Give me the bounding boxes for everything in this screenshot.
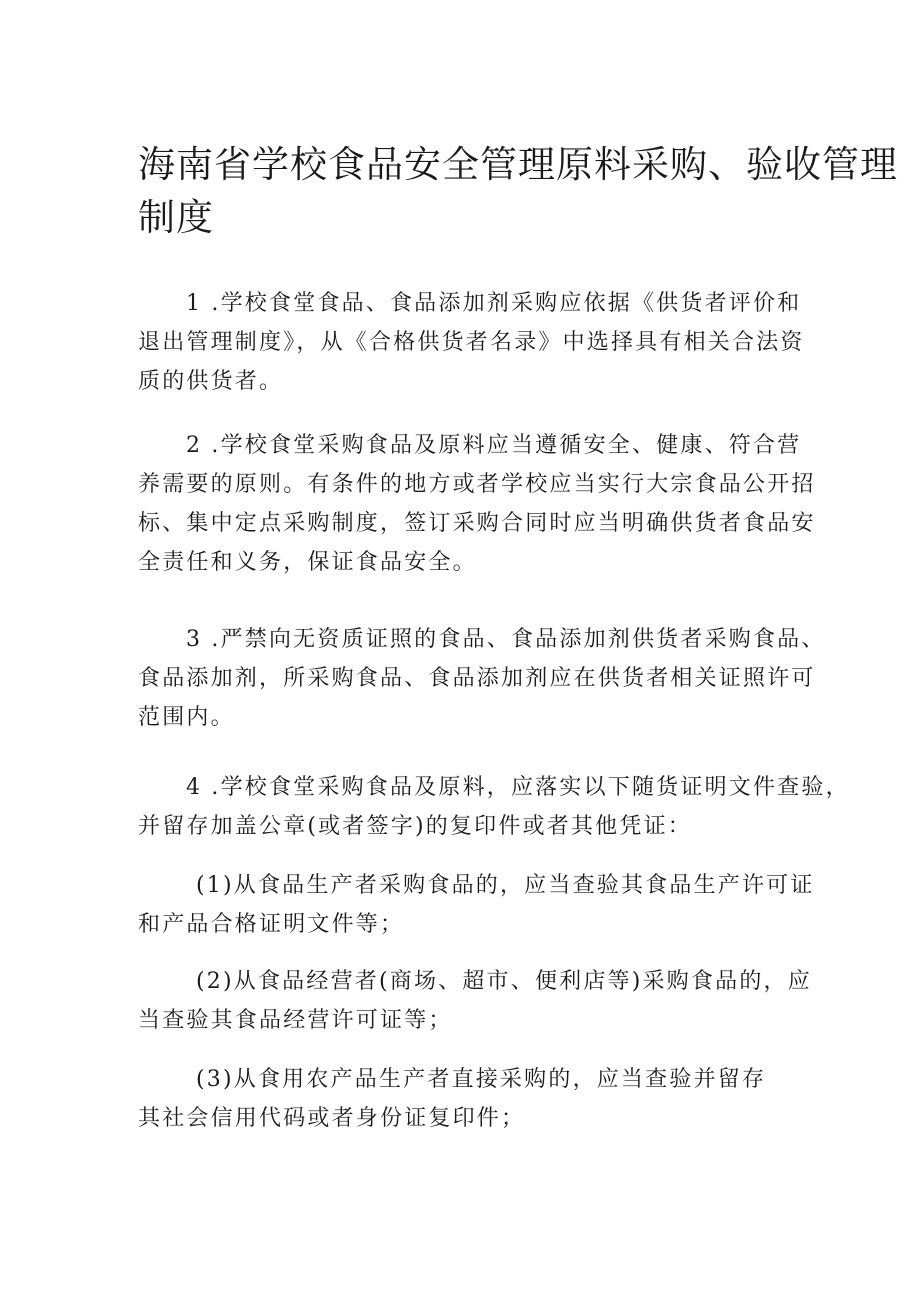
sub-clause-3	[138, 1060, 798, 1138]
clause-3-line-1: 3 .严禁向无资质证照的食品、食品添加剂供货者采购食品、	[186, 627, 826, 652]
clause-1-line-3: 质的供货者。	[138, 369, 284, 394]
clause-1-line-2: 退出管理制度》，从《合格供货者名录》中选择具有相关合法资	[138, 330, 805, 355]
sub-clause-2-line-1: (2)从食品经营者(商场、超市、便利店等)采购食品的，应	[196, 969, 812, 994]
clause-2-line-2: 养需要的原则。有条件的地方或者学校应当实行大宗食品公开招	[138, 472, 816, 497]
clause-4-line-1: 4 .学校食堂采购食品及原料，应落实以下随货证明文件查验，	[186, 775, 850, 800]
sub-clause-3-line-2: 其社会信用代码或者身份证复印件；	[138, 1106, 526, 1131]
title-line-2: 制度	[138, 196, 214, 239]
clause-3-line-3: 范围内。	[138, 705, 235, 730]
clause-4	[138, 768, 850, 846]
clause-2	[138, 426, 816, 582]
title-line-1: 海南省学校食品安全管理原料采购、验收管理	[138, 143, 898, 186]
sub-clause-2	[138, 962, 812, 1040]
clause-2-line-4: 全责任和义务，保证食品安全。	[138, 550, 477, 575]
clause-2-line-1: 2 .学校食堂采购食品及原料应当遵循安全、健康、符合营	[186, 433, 802, 458]
sub-clause-3-line-1: (3)从食用农产品生产者直接采购的，应当查验并留存	[196, 1067, 767, 1092]
clause-2-line-3: 标、集中定点采购制度，签订采购合同时应当明确供货者食品安	[138, 511, 816, 536]
clause-4-line-2: 并留存加盖公章(或者签字)的复印件或者其他凭证：	[138, 814, 692, 839]
clause-3	[138, 620, 826, 737]
document-title	[138, 138, 898, 244]
sub-clause-1	[138, 866, 815, 944]
sub-clause-1-line-2: 和产品合格证明文件等；	[138, 912, 405, 937]
clause-1	[138, 284, 805, 401]
clause-1-line-1: 1 .学校食堂食品、食品添加剂采购应依据《供货者评价和	[186, 291, 802, 316]
clause-3-line-2: 食品添加剂，所采购食品、食品添加剂应在供货者相关证照许可	[138, 666, 816, 691]
sub-clause-2-line-2: 当查验其食品经营许可证等；	[138, 1008, 453, 1033]
sub-clause-1-line-1: (1)从食品生产者采购食品的，应当查验其食品生产许可证	[196, 873, 815, 898]
